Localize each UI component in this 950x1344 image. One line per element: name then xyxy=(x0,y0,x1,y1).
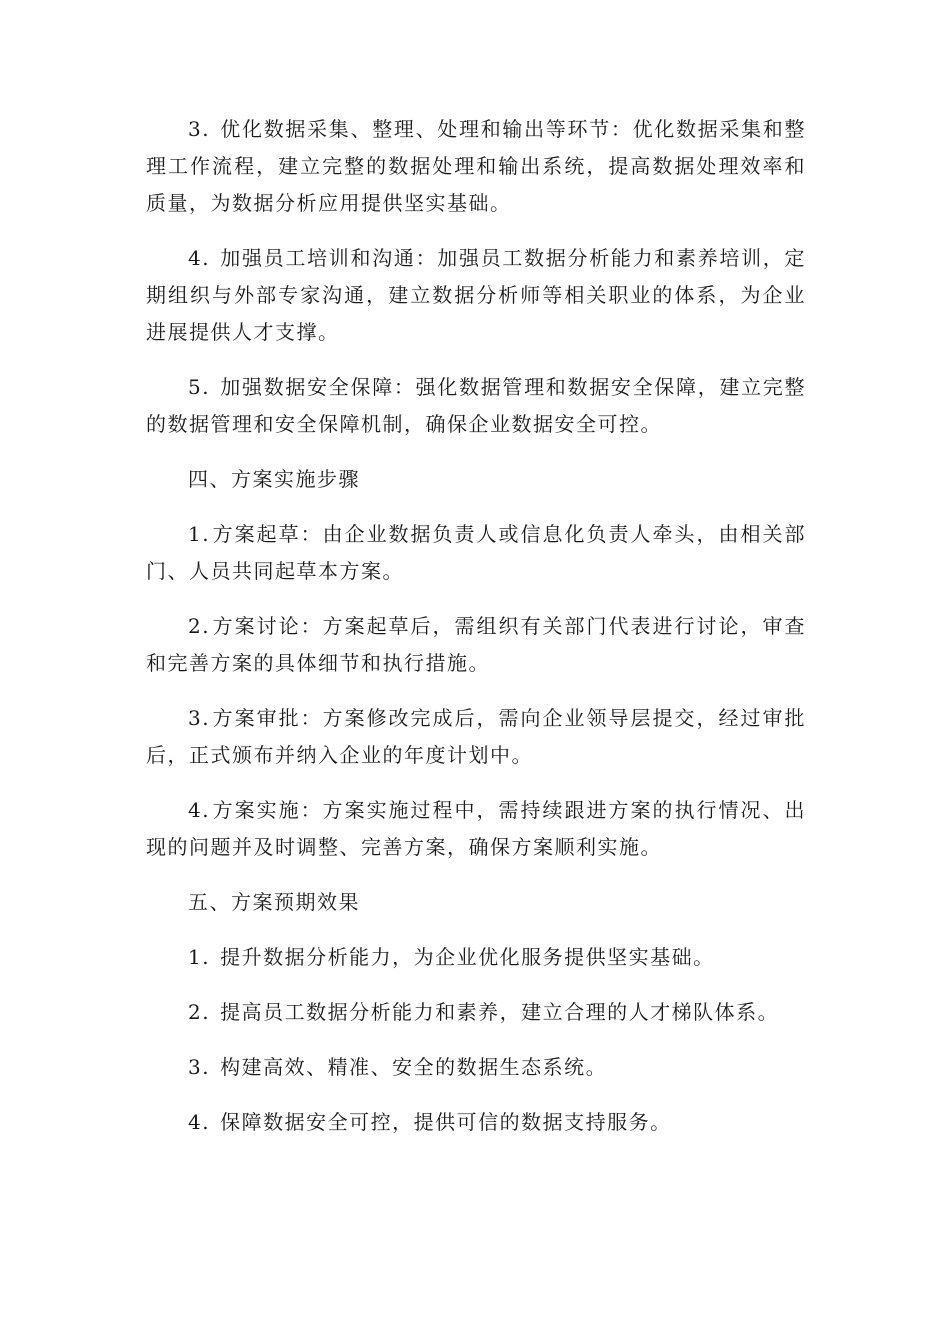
item-text: 提升数据分析能力，为企业优化服务提供坚实基础。 xyxy=(220,945,715,969)
list-item xyxy=(146,939,806,976)
list-item xyxy=(146,516,806,590)
list-item xyxy=(146,1049,806,1086)
section-heading-implementation-steps: 四、方案实施步骤 xyxy=(188,467,360,491)
item-text: 方案起草：由企业数据负责人或信息化负责人牵头，由相关部门、人员共同起草本方案。 xyxy=(146,522,806,583)
document-body xyxy=(146,111,806,1159)
item-text: 加强数据安全保障：强化数据管理和数据安全保障，建立完整的数据管理和安全保障机制，确保企业数据安全可控。 xyxy=(146,375,806,436)
item-number: 4. xyxy=(188,246,211,270)
item-number: 3. xyxy=(188,706,211,730)
item-number: 1. xyxy=(188,945,211,969)
list-item xyxy=(146,608,806,682)
item-number: 4. xyxy=(188,798,211,822)
list-item xyxy=(146,700,806,774)
item-text: 提高员工数据分析能力和素养，建立合理的人才梯队体系。 xyxy=(220,1000,780,1024)
list-item xyxy=(146,994,806,1031)
item-text: 方案讨论：方案起草后，需组织有关部门代表进行讨论，审查和完善方案的具体细节和执行措施。 xyxy=(146,614,806,675)
item-number: 5. xyxy=(188,375,211,399)
item-number: 3. xyxy=(188,117,211,141)
item-text: 保障数据安全可控，提供可信的数据支持服务。 xyxy=(220,1110,672,1134)
list-item xyxy=(146,369,806,443)
item-number: 2. xyxy=(188,1000,211,1024)
item-text: 方案审批：方案修改完成后，需向企业领导层提交，经过审批后，正式颁布并纳入企业的年度计划中。 xyxy=(146,706,806,767)
item-number: 1. xyxy=(188,522,211,546)
item-text: 方案实施：方案实施过程中，需持续跟进方案的执行情况、出现的问题并及时调整、完善方案，确保方案顺利实施。 xyxy=(146,798,806,859)
item-number: 2. xyxy=(188,614,211,638)
item-text: 加强员工培训和沟通：加强员工数据分析能力和素养培训，定期组织与外部专家沟通，建立数据分析师等相关职业的体系，为企业进展提供人才支撑。 xyxy=(146,246,806,344)
item-number: 3. xyxy=(188,1055,211,1079)
item-number: 4. xyxy=(188,1110,211,1134)
list-item xyxy=(146,792,806,866)
list-item xyxy=(146,1104,806,1141)
list-item xyxy=(146,111,806,222)
item-text: 构建高效、精准、安全的数据生态系统。 xyxy=(220,1055,608,1079)
list-item xyxy=(146,240,806,351)
section-heading-expected-effects: 五、方案预期效果 xyxy=(188,890,360,914)
item-text: 优化数据采集、整理、处理和输出等环节：优化数据采集和整理工作流程，建立完整的数据处理和输出系统，提高数据处理效率和质量，为数据分析应用提供坚实基础。 xyxy=(146,117,806,215)
